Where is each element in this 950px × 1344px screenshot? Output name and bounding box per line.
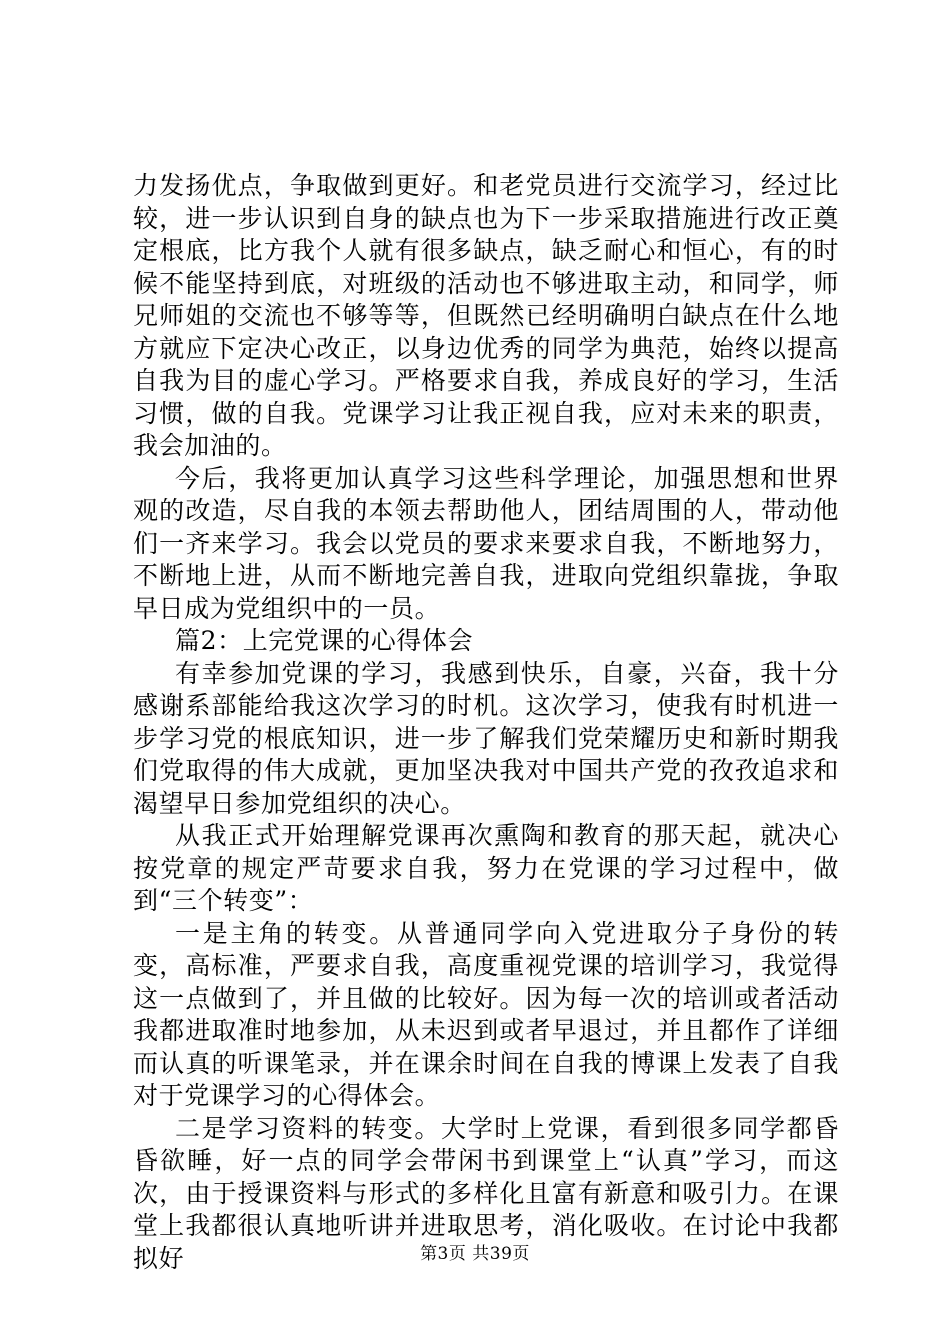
- body-paragraph: 有幸参加党课的学习，我感到快乐，自豪，兴奋，我十分感谢系部能给我这次学习的时机。这次学习，使我有时机进一步学习党的根底知识，进一步了解我们党荣耀历史和新时期我们党取得的伟大成就，更加坚决我对中国共产党的孜孜追求和渴望早日参加党组织的决心。: [133, 658, 839, 818]
- body-paragraph: 力发扬优点，争取做到更好。和老党员进行交流学习，经过比较，进一步认识到自身的缺点也为下一步采取措施进行改正奠定根底，比方我个人就有很多缺点，缺乏耐心和恒心，有的时候不能坚持到底，对班级的活动也不够进取主动，和同学，师兄师姐的交流也不够等等，但既然已经明确明白缺点在什么地方就应下定决心改正，以身边优秀的同学为典范，始终以提高自我为目的虚心学习。严格要求自我，养成良好的学习，生活习惯，做的自我。党课学习让我正视自我，应对未来的职责，我会加油的。: [133, 171, 839, 460]
- body-paragraph: 今后，我将更加认真学习这些科学理论，加强思想和世界观的改造，尽自我的本领去帮助他人，团结周围的人，带动他们一齐来学习。我会以党员的要求来要求自我，不断地努力，不断地上进，从而不断地完善自我，进取向党组织靠拢，争取早日成为党组织中的一员。: [133, 463, 839, 623]
- body-paragraph: 二是学习资料的转变。大学时上党课，看到很多同学都昏昏欲睡，好一点的同学会带闲书到课堂上“认真”学习，而这次，由于授课资料与形式的多样化且富有新意和吸引力。在课堂上我都很认真地听讲并进取思考，消化吸收。在讨论中我都拟好: [133, 1113, 839, 1273]
- document-body: [133, 170, 839, 1275]
- section-heading: 篇2：上完党课的心得体会: [175, 626, 474, 655]
- page-number-footer: 第3页 共39页: [420, 1244, 530, 1264]
- body-paragraph: 一是主角的转变。从普通同学向入党进取分子身份的转变，高标准，严要求自我，高度重视党课的培训学习，我觉得这一点做到了，并且做的比较好。因为每一次的培训或者活动我都进取准时地参加，从未迟到或者早退过，并且都作了详细而认真的听课笔录，并在课余时间在自我的博课上发表了自我对于党课学习的心得体会。: [133, 918, 839, 1110]
- body-paragraph: 从我正式开始理解党课再次熏陶和教育的那天起，就决心按党章的规定严苛要求自我，努力在党课的学习过程中，做到“三个转变”：: [133, 821, 839, 915]
